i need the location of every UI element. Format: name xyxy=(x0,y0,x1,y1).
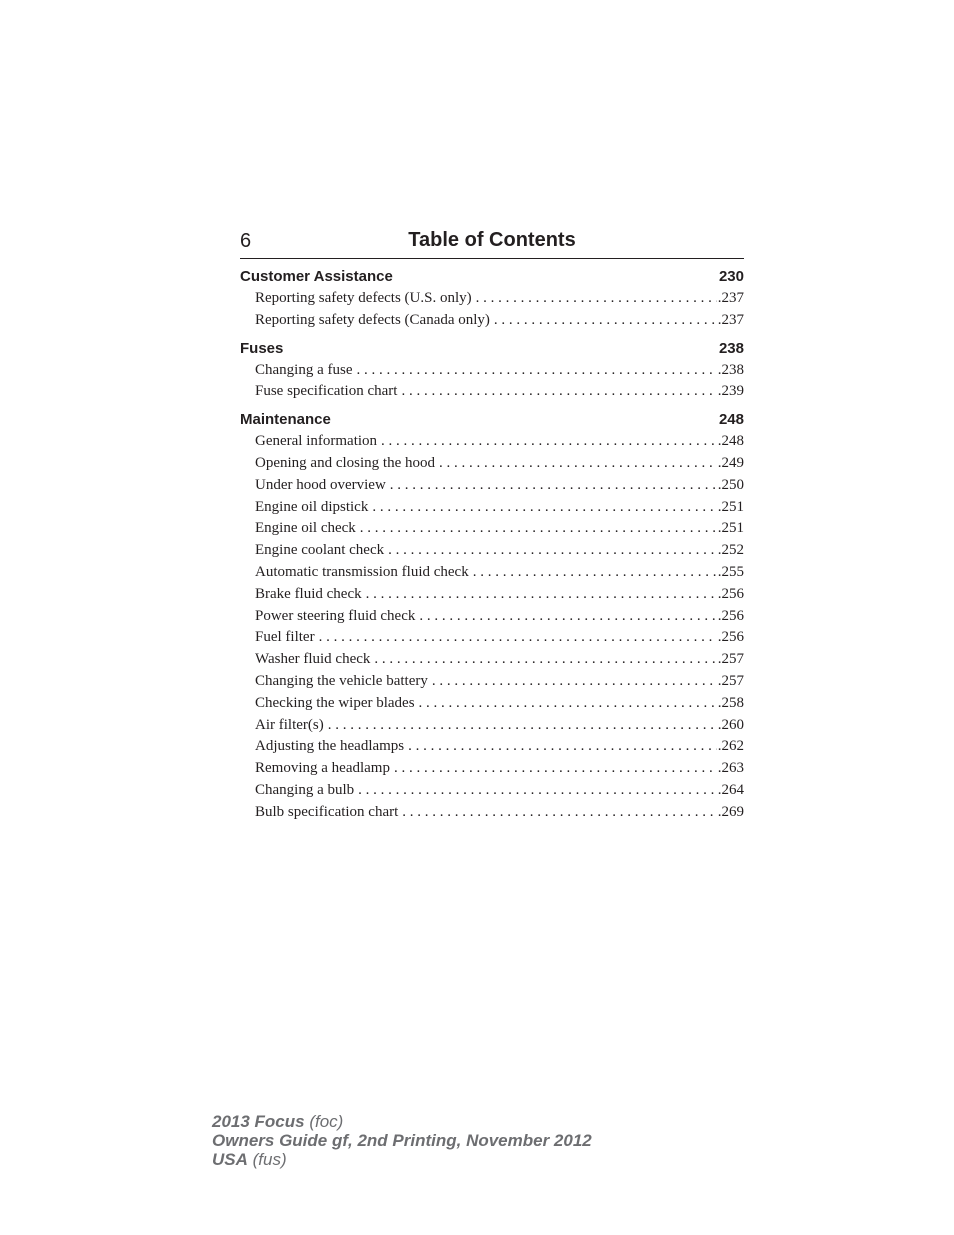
toc-entry-page: .262 xyxy=(717,738,744,755)
toc-entry-page: .251 xyxy=(717,498,744,515)
toc-entry-page: .258 xyxy=(717,694,744,711)
toc-section-heading[interactable] xyxy=(240,266,744,288)
dot-leader xyxy=(476,288,717,310)
toc-section-page: 248 xyxy=(718,411,744,429)
toc-entry-label: Reporting safety defects (Canada only) xyxy=(255,311,490,328)
toc-entry-label: Fuel filter xyxy=(255,629,315,646)
toc-entry-label: Air filter(s) xyxy=(255,716,324,733)
footer-line-1 xyxy=(212,1112,592,1131)
footer-line-3 xyxy=(212,1150,592,1169)
dot-leader xyxy=(360,518,717,540)
toc-entry[interactable] xyxy=(255,693,744,715)
toc-entry[interactable] xyxy=(255,758,744,780)
dot-leader xyxy=(432,671,717,693)
toc-entry-page: .237 xyxy=(717,311,744,328)
dot-leader xyxy=(390,475,717,497)
toc-entry[interactable] xyxy=(255,288,744,310)
page-number: 6 xyxy=(240,230,252,252)
toc-entry-page: .239 xyxy=(717,383,744,400)
toc-section xyxy=(240,266,744,332)
toc-entry-page: .252 xyxy=(717,542,744,559)
toc-entry-label: Fuse specification chart xyxy=(255,383,398,400)
toc-entry-label: Changing a fuse xyxy=(255,361,353,378)
table-of-contents xyxy=(240,266,744,830)
toc-entry[interactable] xyxy=(255,360,744,382)
toc-entry[interactable] xyxy=(255,715,744,737)
toc-section-title: Fuses xyxy=(240,339,284,357)
toc-section-heading[interactable] xyxy=(240,409,744,431)
toc-entry-page: .255 xyxy=(717,563,744,580)
toc-entry-label: Removing a headlamp xyxy=(255,760,390,777)
toc-entry[interactable] xyxy=(255,606,744,628)
toc-section-title: Customer Assistance xyxy=(240,268,393,285)
toc-entry-page: .257 xyxy=(717,672,744,689)
toc-entry-page: .237 xyxy=(717,290,744,306)
dot-leader xyxy=(473,562,717,584)
toc-entry-label: Automatic transmission fluid check xyxy=(255,563,469,580)
toc-entry-page: .256 xyxy=(717,607,744,624)
dot-leader xyxy=(366,584,717,606)
toc-entry[interactable] xyxy=(255,540,744,562)
dot-leader xyxy=(419,693,717,715)
dot-leader xyxy=(319,627,717,649)
toc-section-page: 230 xyxy=(718,268,744,285)
toc-section-heading[interactable] xyxy=(240,338,744,360)
toc-entry[interactable] xyxy=(255,497,744,519)
toc-entry[interactable] xyxy=(255,802,744,824)
toc-entry[interactable] xyxy=(255,518,744,540)
dot-leader xyxy=(381,431,717,453)
footer-line-2 xyxy=(212,1131,592,1150)
dot-leader xyxy=(408,736,717,758)
toc-entry[interactable] xyxy=(255,584,744,606)
dot-leader xyxy=(439,453,717,475)
dot-leader xyxy=(388,540,717,562)
dot-leader xyxy=(356,360,716,382)
dot-leader xyxy=(394,758,717,780)
toc-entry-label: Engine coolant check xyxy=(255,542,385,559)
toc-entry[interactable] xyxy=(255,475,744,497)
toc-entry-page: .260 xyxy=(717,716,744,733)
toc-entry-label: Under hood overview xyxy=(255,476,386,493)
toc-entry-label: Opening and closing the hood xyxy=(255,454,435,471)
toc-entry-label: Checking the wiper blades xyxy=(255,694,415,711)
toc-entry-page: .257 xyxy=(717,651,744,668)
dot-leader xyxy=(372,497,716,519)
toc-entry-label: Reporting safety defects (U.S. only) xyxy=(255,290,472,306)
dot-leader xyxy=(358,780,717,802)
toc-entry-label: Adjusting the headlamps xyxy=(255,738,405,755)
toc-entry-page: .269 xyxy=(717,803,744,820)
toc-entry-label: Changing the vehicle battery xyxy=(255,672,428,689)
footer-market-code: (fus) xyxy=(252,1150,287,1169)
toc-entry[interactable] xyxy=(255,431,744,453)
dot-leader xyxy=(402,802,716,824)
footer-guide-info: Owners Guide gf, 2nd Printing, November 2012 xyxy=(212,1131,592,1150)
dot-leader xyxy=(401,381,716,403)
toc-entry[interactable] xyxy=(255,736,744,758)
page-header xyxy=(240,228,744,259)
dot-leader xyxy=(494,310,717,332)
toc-entry-label: Bulb specification chart xyxy=(255,803,399,820)
toc-section xyxy=(240,409,744,823)
toc-entry[interactable] xyxy=(255,381,744,403)
toc-entry[interactable] xyxy=(255,310,744,332)
toc-entry-label: Power steering fluid check xyxy=(255,607,416,624)
toc-section-page: 238 xyxy=(718,339,744,357)
toc-section xyxy=(240,338,744,404)
footer-model-code: (foc) xyxy=(309,1112,344,1131)
toc-entry-label: Brake fluid check xyxy=(255,585,362,602)
toc-entry-page: .256 xyxy=(717,629,744,646)
toc-entry[interactable] xyxy=(255,671,744,693)
toc-entry-page: .256 xyxy=(717,585,744,602)
footer xyxy=(212,1112,592,1169)
toc-entry-label: Changing a bulb xyxy=(255,781,355,798)
toc-entry-page: .263 xyxy=(717,760,744,777)
dot-leader xyxy=(419,606,716,628)
toc-entry[interactable] xyxy=(255,627,744,649)
toc-entry[interactable] xyxy=(255,649,744,671)
toc-entry-label: General information xyxy=(255,433,378,450)
toc-entry-label: Engine oil check xyxy=(255,520,356,537)
toc-entry-page: .249 xyxy=(717,454,744,471)
toc-entry-page: .251 xyxy=(717,520,744,537)
footer-model: 2013 Focus xyxy=(212,1112,305,1131)
dot-leader xyxy=(374,649,716,671)
toc-entry[interactable] xyxy=(255,562,744,584)
toc-entry-page: .248 xyxy=(717,433,744,450)
toc-entry-page: .264 xyxy=(717,781,744,798)
toc-entry-page: .250 xyxy=(717,476,744,493)
page-title: Table of Contents xyxy=(408,229,576,251)
toc-entry-label: Engine oil dipstick xyxy=(255,498,369,515)
toc-entry[interactable] xyxy=(255,453,744,475)
toc-entry-label: Washer fluid check xyxy=(255,651,371,668)
footer-market: USA xyxy=(212,1150,248,1169)
dot-leader xyxy=(328,715,717,737)
toc-entry-page: .238 xyxy=(717,361,744,378)
toc-section-title: Maintenance xyxy=(240,411,331,429)
toc-entry[interactable] xyxy=(255,780,744,802)
